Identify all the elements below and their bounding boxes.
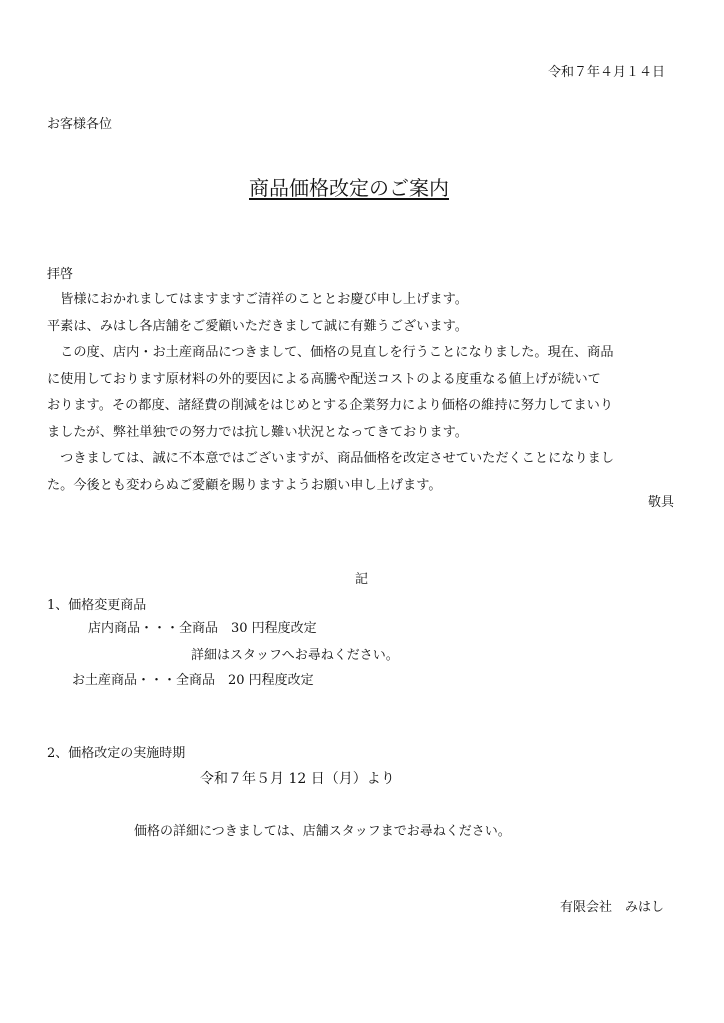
section1-heading: 1、価格変更商品 xyxy=(47,598,147,613)
company-name: 有限会社 みはし xyxy=(560,900,665,915)
addressee: お客様各位 xyxy=(47,117,113,132)
opening-salutation: 拝啓 xyxy=(47,267,74,282)
body-line: 皆様におかれましてはますますご清祥のこととお慶び申し上げます。 xyxy=(47,292,468,307)
document-date: 令和７年４月１４日 xyxy=(548,65,666,80)
body-line: つきましては、誠に不本意ではございますが、商品価格を改定させていただくことになりまし xyxy=(47,451,615,466)
body-line: に使用しております原材料の外的要因による高騰や配送コストのよる度重なる値上げが続いて xyxy=(47,371,601,387)
page-title: 商品価格改定のご案内 xyxy=(249,176,449,200)
body-line: 平素は、みはし各店舗をご愛顧いただきまして誠に有難うございます。 xyxy=(47,318,468,334)
store-item-line: 店内商品・・・全商品 30 円程度改定 xyxy=(88,621,317,636)
implementation-date: 令和７年５月 12 日（月）より xyxy=(200,771,395,787)
closing-salutation: 敬具 xyxy=(648,495,675,510)
body-line: この度、店内・お土産商品につきまして、価格の見直しを行うことになりました。現在、商品 xyxy=(47,345,614,360)
souvenir-item-line: お土産商品・・・全商品 20 円程度改定 xyxy=(72,673,314,688)
ki-heading: 記 xyxy=(355,572,369,587)
footer-note: 価格の詳細につきましては、店舗スタッフまでお尋ねください。 xyxy=(134,824,511,839)
body-line: た。今後とも変わらぬご愛顧を賜りますようお願い申し上げます。 xyxy=(47,477,442,493)
section2-heading: 2、価格改定の実施時期 xyxy=(47,746,186,761)
store-item-note: 詳細はスタッフへお尋ねください。 xyxy=(191,648,399,663)
letter-body xyxy=(47,287,687,499)
body-line: おります。その都度、諸経費の削減をはじめとする企業努力により価格の維持に努力してまいり xyxy=(47,398,614,413)
body-line: ましたが、弊社単独での努力では抗し難い状況となってきております。 xyxy=(47,424,468,440)
